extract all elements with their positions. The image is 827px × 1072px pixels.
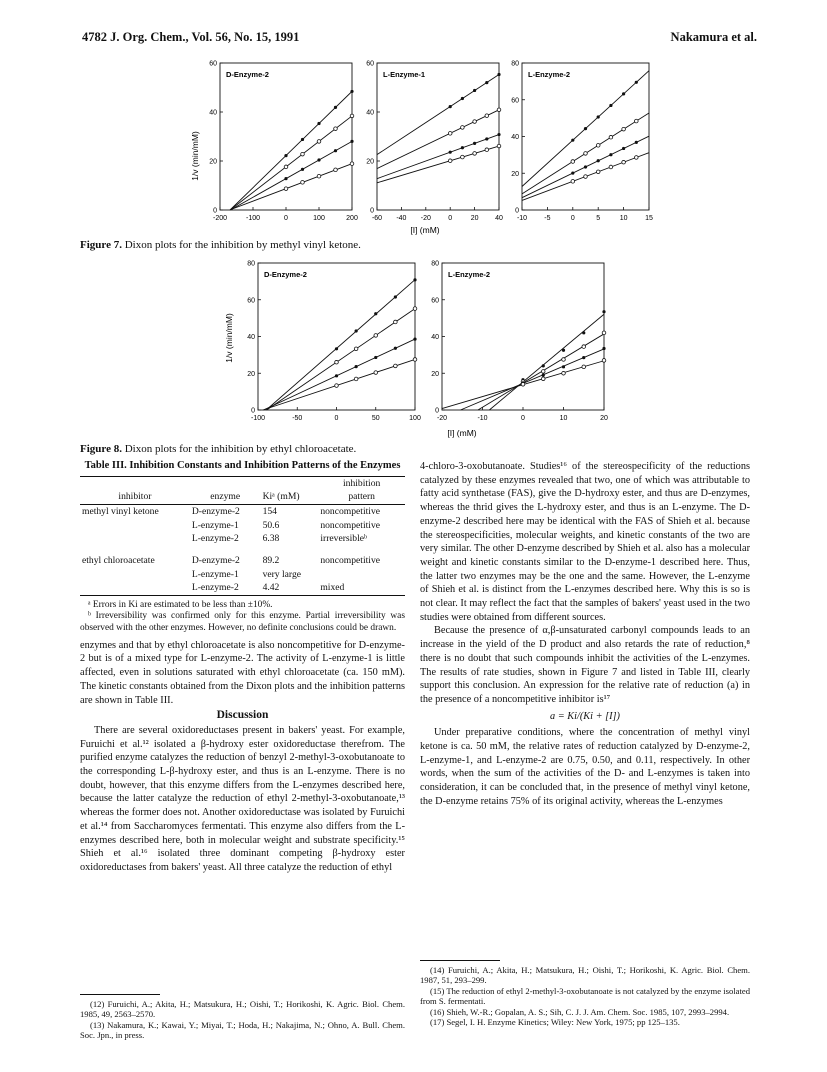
- data-point: [609, 153, 612, 156]
- table3-header-blank-3: [261, 476, 319, 490]
- data-point: [284, 177, 287, 180]
- x-tick-label: 0: [570, 215, 575, 222]
- data-point: [448, 159, 452, 163]
- x-tick-label: 20: [600, 415, 608, 422]
- data-point: [461, 155, 465, 159]
- data-point: [335, 347, 338, 350]
- table-cell-inhibitor: [80, 532, 190, 546]
- series-line: [377, 146, 499, 183]
- table3-header-pattern-bottom: pattern: [318, 490, 405, 504]
- table-cell-inhibitor: methyl vinyl ketone: [82, 505, 159, 517]
- x-tick-label: 20: [470, 215, 479, 222]
- data-point: [335, 360, 339, 364]
- figure7-caption: [80, 239, 361, 251]
- data-point: [485, 137, 488, 140]
- data-point: [635, 156, 639, 160]
- data-point: [473, 89, 476, 92]
- footnote: (12) Furuichi, A.; Akita, H.; Matsukura, H.; Oishi, T.; Horikoshi, K. Agric. Biol. Chem. 1985, 49, 2563–2570.: [80, 999, 405, 1020]
- series-line: [377, 135, 499, 179]
- right-column: [420, 460, 750, 809]
- y-tick-label: 20: [431, 370, 439, 378]
- table-row: [80, 532, 405, 546]
- footnotes-right: [420, 960, 750, 1027]
- figure8-plot-d-enzyme-2: [236, 255, 421, 430]
- table-cell-enzyme: L-enzyme-2: [191, 533, 239, 545]
- figure7-caption-text: Dixon plots for the inhibition by methyl vinyl ketone.: [121, 239, 361, 251]
- y-tick-label: 40: [209, 109, 217, 117]
- data-point: [449, 105, 452, 108]
- section-heading-discussion: Discussion: [216, 709, 269, 722]
- footnote: (15) The reduction of ethyl 2-methyl-3-oxobutanoate is not catalyzed by the enzyme isolated from S. fermentati.: [420, 985, 750, 1007]
- body-paragraph: 4-chloro-3-oxobutanoate. Studies¹⁶ of the stereospecificity of the reductions catalyzed by these enzymes revealed that two, one of which was attributable to fatty acid synthetase (FAS), give the D-hydroxy ester, and thus are D-enzymes, whereas the thrid gives the L-hydroxy ester, and thus is an L-enzyme. The D-enzyme-2 described here may be identical with the FAS of Shieh et al. because the stereospecificities, molecular weights, and kinetic constants of the two are very similar. The other D-enzyme described by Shieh et al. also has a molecular weight and kinetic constants similar to the D-enzyme-1 described here. Thus, the latter two enzymes may be the one and the same. However, the L-enzyme of Shieh et al. is distinct from the L-enzymes described here. Why this is so is not clear. It may reflect the fact that the samples of bakers' yeast used in the two studies were obtained from different sources.: [420, 461, 750, 623]
- data-point: [334, 106, 337, 109]
- series-line: [266, 280, 415, 410]
- series-line: [230, 91, 352, 210]
- table-cell-pattern: [318, 568, 405, 582]
- data-point: [622, 127, 626, 131]
- data-point: [635, 81, 638, 84]
- plot-title: D-Enzyme-2: [226, 70, 269, 79]
- x-tick-label: -100: [250, 415, 266, 422]
- table-row: [80, 519, 405, 533]
- y-tick-label: 20: [209, 158, 217, 166]
- data-point: [562, 365, 565, 368]
- y-tick-label: 40: [431, 334, 439, 341]
- data-point: [635, 141, 638, 144]
- data-point: [374, 334, 378, 338]
- figure7-xlabel-text: [I] (mM): [410, 225, 440, 235]
- data-point: [485, 148, 489, 152]
- data-point: [596, 170, 600, 174]
- y-tick-label: 60: [366, 60, 374, 68]
- table-row: [80, 568, 405, 582]
- table-row: [80, 504, 405, 518]
- data-point: [413, 358, 417, 362]
- table-cell-inhibitor: [80, 568, 190, 582]
- x-tick-label: 0: [334, 415, 339, 422]
- y-tick-label: 40: [366, 109, 374, 117]
- author-running-head: Nakamura et al.: [670, 30, 757, 44]
- data-point: [571, 171, 574, 174]
- data-point: [317, 140, 321, 144]
- table-cell-inhibitor: [80, 519, 190, 533]
- figure8-caption-label: Figure 8.: [80, 443, 122, 455]
- figure7-ylabel-text: 1/v (min/mM): [190, 131, 200, 181]
- x-tick-label: 100: [313, 215, 325, 222]
- y-tick-label: 40: [511, 134, 519, 141]
- data-point: [350, 114, 354, 118]
- table-cell-pattern: irreversibleᵇ: [320, 533, 367, 545]
- data-point: [609, 104, 612, 107]
- footnote-rule: [420, 960, 500, 961]
- table-cell-enzyme: D-enzyme-2: [191, 505, 240, 517]
- data-point: [350, 140, 353, 143]
- table3-title: Table III. Inhibition Constants and Inhibition Patterns of the Enzymes: [84, 460, 401, 471]
- x-tick-label: -5: [544, 215, 551, 222]
- footnote: (13) Nakamura, K.; Kawai, Y.; Miyai, T.; Hoda, H.; Nakajima, N.; Ohno, A. Bull. Chem. Soc. Jpn., in press.: [80, 1019, 405, 1041]
- data-point: [354, 347, 358, 351]
- data-point: [609, 165, 613, 169]
- x-tick-label: -200: [212, 215, 228, 222]
- table3: [80, 476, 405, 597]
- data-point: [317, 122, 320, 125]
- table-cell-ki: 154: [262, 505, 277, 517]
- x-tick-label: -10: [477, 415, 488, 422]
- table-cell-ki: 4.42: [261, 581, 319, 595]
- data-point: [461, 146, 464, 149]
- plot-title: L-Enzyme-2: [448, 270, 491, 279]
- y-tick-label: 60: [209, 60, 217, 68]
- table-cell-enzyme: L-enzyme-1: [191, 568, 239, 580]
- figure7-plot-l-enzyme-2: [500, 55, 655, 230]
- table-cell-ki: 89.2: [262, 555, 280, 567]
- y-tick-label: 20: [366, 158, 374, 166]
- x-tick-label: -20: [436, 415, 448, 422]
- series-line: [263, 359, 415, 410]
- body-paragraph: Because the presence of α,β-unsaturated carbonyl compounds leads to an increase in the yield of the D product and also retards the rate of reduction,⁸ there is no doubt that such compounds inhibit the activities of the L-enzymes. The results of rate studies, shown in Figure 7 and listed in Table III, clearly support this conclusion. An expression for the relative rate of reduction (a) in the presence of a noncompetitive inhibitor is¹⁷: [420, 625, 750, 705]
- y-tick-label: 80: [431, 260, 439, 268]
- table-cell-inhibitor: ethyl chloroacetate: [82, 555, 155, 567]
- data-point: [622, 160, 626, 164]
- figure8-ylabel: [222, 260, 236, 410]
- data-point: [562, 371, 566, 375]
- data-point: [609, 135, 613, 139]
- x-tick-label: 40: [495, 215, 503, 222]
- x-tick-label: -40: [396, 215, 407, 222]
- table3-header-blank-1: [80, 476, 190, 490]
- data-point: [350, 162, 354, 166]
- left-column: [80, 460, 405, 875]
- x-tick-label: 0: [284, 215, 288, 222]
- data-point: [284, 154, 287, 157]
- data-point: [485, 81, 488, 84]
- table-row: [80, 581, 405, 595]
- data-point: [602, 310, 605, 313]
- y-tick-label: 0: [435, 407, 439, 415]
- footnote: (17) Segel, I. H. Enzyme Kinetics; Wiley: New York, 1975; pp 125–135.: [430, 1017, 680, 1028]
- table-row: [80, 546, 405, 568]
- table-cell-ki: 50.6: [262, 519, 280, 531]
- table3-header-pattern-top: inhibition: [318, 476, 405, 490]
- plot-title: L-Enzyme-2: [528, 70, 571, 79]
- data-point: [413, 307, 417, 311]
- series-line: [377, 75, 499, 155]
- y-tick-label: 0: [515, 207, 519, 215]
- series-line: [377, 110, 499, 169]
- data-point: [335, 374, 338, 377]
- figure7-xlabel: [395, 223, 455, 237]
- table3-header-enzyme: enzyme: [190, 490, 261, 504]
- data-point: [582, 345, 586, 349]
- x-tick-label: 100: [409, 415, 421, 422]
- figure7-caption-label: Figure 7.: [80, 239, 122, 251]
- data-point: [354, 377, 358, 381]
- x-tick-label: -60: [371, 215, 383, 222]
- table-cell-pattern: noncompetitive: [320, 519, 381, 531]
- plot-title: D-Enzyme-2: [264, 270, 307, 279]
- data-point: [317, 174, 321, 178]
- series-line: [230, 116, 352, 210]
- x-tick-label: 5: [596, 215, 601, 222]
- data-point: [571, 139, 574, 142]
- table3-note-a: ᵃ Errors in Ki are estimated to be less than ±10%.: [88, 600, 273, 611]
- x-tick-label: -10: [516, 215, 528, 222]
- data-point: [301, 181, 305, 185]
- data-point: [394, 364, 398, 368]
- data-point: [317, 158, 320, 161]
- series-line: [263, 339, 415, 410]
- data-point: [602, 359, 606, 363]
- x-tick-label: 0: [448, 215, 453, 222]
- figure8-caption-text: Dixon plots for the inhibition by ethyl chloroacetate.: [121, 443, 357, 455]
- figure7-plot-d-enzyme-2: [198, 55, 358, 230]
- data-point: [571, 180, 575, 184]
- plot-frame: [522, 63, 649, 210]
- table3-notes: [80, 600, 405, 634]
- body-paragraph: enzymes and that by ethyl chloroacetate is also noncompetitive for D-enzyme-2 but is of a mixed type for L-enzyme-2. The activity of L-enzyme-1 is little affected, even in solutions saturated with ethyl chloroacetate (ca. 150 mM). The kinetic constants obtained from the Dixon plots and the inhibition patterns are shown in Table III.: [80, 639, 405, 706]
- data-point: [542, 364, 545, 367]
- data-point: [597, 115, 600, 118]
- data-point: [350, 90, 353, 93]
- plot-frame: [258, 263, 415, 410]
- data-point: [597, 159, 600, 162]
- data-point: [301, 168, 304, 171]
- x-tick-label: 10: [559, 415, 568, 422]
- y-tick-label: 0: [213, 207, 217, 215]
- data-point: [473, 142, 476, 145]
- table-cell-enzyme: L-enzyme-2: [190, 581, 261, 595]
- data-point: [602, 331, 606, 335]
- data-point: [374, 371, 378, 375]
- data-point: [334, 168, 338, 172]
- data-point: [602, 347, 605, 350]
- footnote: (14) Furuichi, A.; Akita, H.; Matsukura, H.; Oishi, T.; Horikoshi, K. Agric. Biol. Chem. 1987, 51, 293–299.: [420, 965, 750, 986]
- footnotes-left: [80, 994, 405, 1041]
- x-tick-label: 50: [371, 415, 380, 422]
- equation: a = Ki/(Ki + [I]): [550, 710, 620, 722]
- figure8-xlabel: [440, 426, 500, 440]
- table-cell-inhibitor: [80, 581, 190, 595]
- data-point: [374, 356, 377, 359]
- data-point: [413, 337, 416, 340]
- data-point: [394, 295, 397, 298]
- journal-citation: 4782 J. Org. Chem., Vol. 56, No. 15, 1991: [82, 30, 300, 44]
- data-point: [284, 165, 288, 169]
- table3-header-inhibitor: inhibitor: [80, 490, 190, 504]
- data-point: [461, 97, 464, 100]
- table-cell-pattern: mixed: [318, 581, 405, 595]
- x-tick-label: 200: [346, 215, 358, 222]
- x-tick-label: -20: [420, 215, 431, 222]
- data-point: [542, 373, 545, 376]
- data-point: [284, 187, 288, 191]
- body-paragraph: Under preparative conditions, where the concentration of methyl vinyl ketone is ca. 50 mM, the relative rates of reduction catalyzed by D-enzyme-2, L-enzyme-1, and L-enzyme-2 are 0.75, 0.50, and 0.11, respectively. In other words, when the sum of the activities of the D- and L-enzymes is taken into consideration, it can be concluded that, in the presence of methyl vinyl ketone, the D-enzyme retains 75% of its original activity, whereas the L-enzymes: [420, 727, 750, 807]
- data-point: [596, 144, 600, 148]
- data-point: [562, 349, 565, 352]
- data-point: [334, 127, 338, 131]
- data-point: [622, 92, 625, 95]
- table-cell-pattern: noncompetitive: [320, 505, 381, 517]
- y-tick-label: 60: [511, 97, 519, 105]
- data-point: [584, 165, 587, 168]
- data-point: [449, 151, 452, 154]
- table-cell-enzyme: D-enzyme-2: [191, 555, 240, 567]
- data-point: [541, 377, 545, 381]
- body-paragraph: There are several oxidoreductases present in bakers' yeast. For example, Furuichi et al.¹² isolated a β-hydroxy ester oxidoreductase therefrom. The purified enzyme catalyzes the reduction of benzyl 2-methyl-3-oxobutanoate to the corresponding L-β-hydroxy ester, and thus is an L-enzyme. There is no doubt, however, that this enzyme differs from the L-enzymes described here, because the latter catalyze the reduction of ethyl 2-methyl-3-oxobutanoate,¹³ whereas the former does not. Another oxidoreductase was isolated by Furuichi et al.¹⁴ from Saccharomyces fermentati. This enzyme also differs from the L-enzymes described here, both in molecular weight and substrate specificity.¹⁵ Shieh et al.¹⁶ isolated three dominant competing β-hydroxy ester oxidoreductases from bakers' yeast. All three catalyze the reduction of ethyl: [80, 724, 405, 873]
- data-point: [571, 160, 575, 164]
- data-point: [485, 114, 489, 118]
- data-point: [448, 132, 452, 136]
- table3-header-ki: Kiᵃ (mM): [261, 490, 319, 504]
- figure8-caption: [80, 443, 356, 455]
- figure7-plot-l-enzyme-1: [355, 55, 505, 230]
- data-point: [582, 365, 586, 369]
- table-cell-ki: very large: [262, 568, 302, 580]
- data-point: [473, 120, 477, 124]
- table-cell-enzyme: L-enzyme-1: [191, 519, 239, 531]
- data-point: [584, 127, 587, 130]
- data-point: [635, 119, 639, 123]
- figure8-ylabel-text: 1/v (min/mM): [224, 313, 234, 363]
- data-point: [562, 358, 566, 362]
- plot-frame: [442, 263, 604, 410]
- y-tick-label: 20: [247, 370, 255, 378]
- table3-header-blank-2: [190, 476, 261, 490]
- y-tick-label: 80: [247, 260, 255, 268]
- figure8-xlabel-text: [I] (mM): [447, 428, 477, 438]
- data-point: [582, 356, 585, 359]
- series-line: [267, 309, 415, 410]
- y-tick-label: 60: [431, 297, 439, 305]
- data-point: [473, 152, 477, 156]
- y-tick-label: 0: [251, 407, 255, 415]
- data-point: [394, 320, 398, 324]
- y-tick-label: 40: [247, 334, 255, 341]
- data-point: [521, 382, 525, 386]
- figure8-plot-l-enzyme-2: [420, 255, 610, 430]
- y-tick-label: 0: [370, 207, 374, 215]
- x-tick-label: 10: [619, 215, 628, 222]
- y-tick-label: 80: [511, 60, 519, 68]
- data-point: [374, 312, 377, 315]
- table3-note-b: ᵇ Irreversibility was confirmed only for this enzyme. Partial irreversibility was observed with the other enzymes. However, no definite conclusions could be drawn.: [80, 611, 405, 633]
- table-cell-pattern: noncompetitive: [320, 555, 381, 567]
- footnote: (16) Shieh, W.-R.; Gopalan, A. S.; Sih, C. J. J. Am. Chem. Soc. 1985, 107, 2993–2994.: [430, 1006, 730, 1017]
- data-point: [413, 278, 416, 281]
- data-point: [355, 365, 358, 368]
- plot-frame: [377, 63, 499, 210]
- x-tick-label: -100: [245, 215, 261, 222]
- footnote-rule: [80, 994, 160, 995]
- data-point: [541, 370, 545, 374]
- y-tick-label: 60: [247, 297, 255, 305]
- data-point: [584, 175, 588, 179]
- data-point: [582, 331, 585, 334]
- data-point: [334, 149, 337, 152]
- data-point: [622, 147, 625, 150]
- data-point: [335, 384, 339, 388]
- y-tick-label: 20: [511, 170, 519, 178]
- data-point: [301, 152, 305, 156]
- x-tick-label: 0: [521, 415, 525, 422]
- series-line: [230, 141, 352, 210]
- data-point: [394, 347, 397, 350]
- x-tick-label: 15: [645, 215, 653, 222]
- plot-title: L-Enzyme-1: [383, 70, 426, 79]
- table-cell-ki: 6.38: [262, 533, 280, 545]
- data-point: [584, 152, 588, 156]
- x-tick-label: -50: [292, 415, 303, 422]
- data-point: [355, 329, 358, 332]
- data-point: [461, 126, 465, 130]
- data-point: [301, 138, 304, 141]
- series-line: [489, 314, 604, 410]
